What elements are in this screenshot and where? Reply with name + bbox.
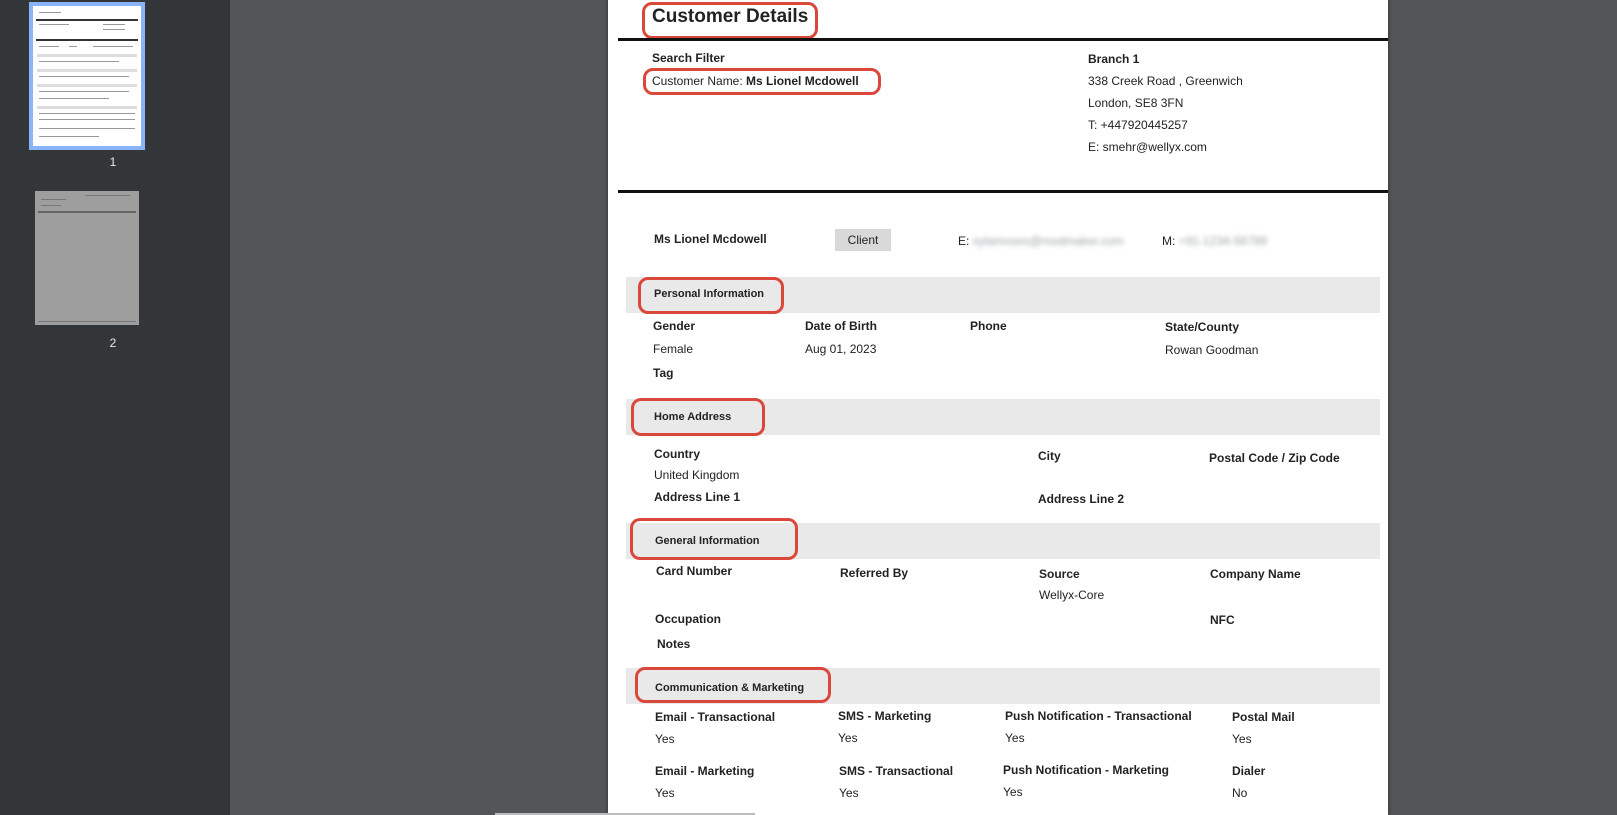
- header-bottom-rule: [618, 190, 1388, 193]
- tag-label: Tag: [653, 366, 674, 380]
- home-address-heading: Home Address: [654, 411, 732, 423]
- dob-label: Date of Birth: [805, 319, 877, 333]
- gender-value: Female: [653, 342, 694, 356]
- postal-code-label: Postal Code / Zip Code: [1209, 451, 1340, 465]
- dialer-value: No: [1232, 786, 1248, 800]
- customer-mobile-label: M:: [1162, 234, 1176, 248]
- sms-marketing-label: SMS - Marketing: [838, 709, 932, 723]
- customer-name: Ms Lionel Mcdowell: [654, 232, 767, 246]
- country-label: Country: [654, 447, 700, 461]
- postal-mail-value: Yes: [1232, 732, 1252, 746]
- sms-transactional-value: Yes: [839, 786, 859, 800]
- state-value: Rowan Goodman: [1165, 343, 1259, 357]
- pdf-page: [608, 0, 1388, 815]
- highlight-title: [642, 2, 818, 39]
- branch-name: Branch 1: [1088, 52, 1140, 66]
- branch-address-2: London, SE8 3FN: [1088, 96, 1184, 110]
- address-line-2-label: Address Line 2: [1038, 492, 1125, 506]
- phone-label: Phone: [970, 319, 1007, 333]
- customer-name-filter-value: Ms Lionel Mcdowell: [746, 74, 859, 88]
- personal-info-heading: Personal Information: [654, 288, 765, 300]
- customer-email: [958, 234, 1124, 248]
- branch-phone: T: +447920445257: [1088, 118, 1188, 132]
- referred-by-label: Referred By: [840, 566, 909, 580]
- push-marketing-value: Yes: [1003, 785, 1023, 799]
- occupation-label: Occupation: [655, 612, 722, 626]
- header-rule: [618, 38, 1388, 41]
- city-label: City: [1038, 449, 1061, 463]
- customer-email-value: xylamoses@modmaker.com: [972, 234, 1124, 248]
- thumbnail-sidebar: [0, 0, 230, 815]
- push-transactional-label: Push Notification - Transactional: [1005, 709, 1192, 723]
- dob-value: Aug 01, 2023: [805, 342, 877, 356]
- highlight-home-address: [631, 398, 765, 436]
- card-number-label: Card Number: [656, 564, 733, 578]
- search-filter-heading: Search Filter: [652, 51, 725, 65]
- branch-email: E: smehr@wellyx.com: [1088, 140, 1207, 154]
- page-title: Customer Details: [652, 6, 809, 27]
- page-thumbnail-2[interactable]: [35, 191, 139, 325]
- page-number-1: 1: [109, 155, 117, 169]
- gender-label: Gender: [653, 319, 696, 333]
- customer-mobile-value: +91-1234-56789: [1178, 234, 1268, 248]
- customer-name-filter-label: Customer Name:: [652, 74, 743, 88]
- state-label: State/County: [1165, 320, 1240, 334]
- email-transactional-value: Yes: [655, 732, 675, 746]
- source-label: Source: [1039, 567, 1080, 581]
- sms-marketing-value: Yes: [838, 731, 858, 745]
- highlight-general-info: [630, 518, 798, 560]
- customer-mobile: [1162, 234, 1267, 248]
- highlight-customer-name: [643, 68, 881, 95]
- postal-mail-label: Postal Mail: [1232, 710, 1295, 724]
- document-viewer[interactable]: [230, 0, 1617, 815]
- branch-address-1: 338 Creek Road , Greenwich: [1088, 74, 1243, 88]
- email-marketing-value: Yes: [655, 786, 675, 800]
- push-transactional-value: Yes: [1005, 731, 1025, 745]
- highlight-communication: [635, 667, 831, 703]
- country-value: United Kingdom: [654, 468, 740, 482]
- email-transactional-label: Email - Transactional: [655, 710, 776, 724]
- notes-label: Notes: [657, 637, 691, 651]
- communication-heading: Communication & Marketing: [655, 682, 805, 694]
- address-line-1-label: Address Line 1: [654, 490, 741, 504]
- nfc-label: NFC: [1210, 613, 1235, 627]
- source-value: Wellyx-Core: [1039, 588, 1105, 602]
- client-badge: Client: [835, 229, 891, 251]
- company-name-label: Company Name: [1210, 567, 1301, 581]
- push-marketing-label: Push Notification - Marketing: [1003, 763, 1170, 777]
- email-marketing-label: Email - Marketing: [655, 764, 755, 778]
- customer-email-label: E:: [958, 234, 970, 248]
- highlight-personal-info: [638, 277, 784, 314]
- page-number-2: 2: [109, 336, 117, 350]
- sms-transactional-label: SMS - Transactional: [839, 764, 954, 778]
- page-thumbnail-1[interactable]: [33, 6, 141, 146]
- general-info-heading: General Information: [655, 535, 760, 547]
- dialer-label: Dialer: [1232, 764, 1266, 778]
